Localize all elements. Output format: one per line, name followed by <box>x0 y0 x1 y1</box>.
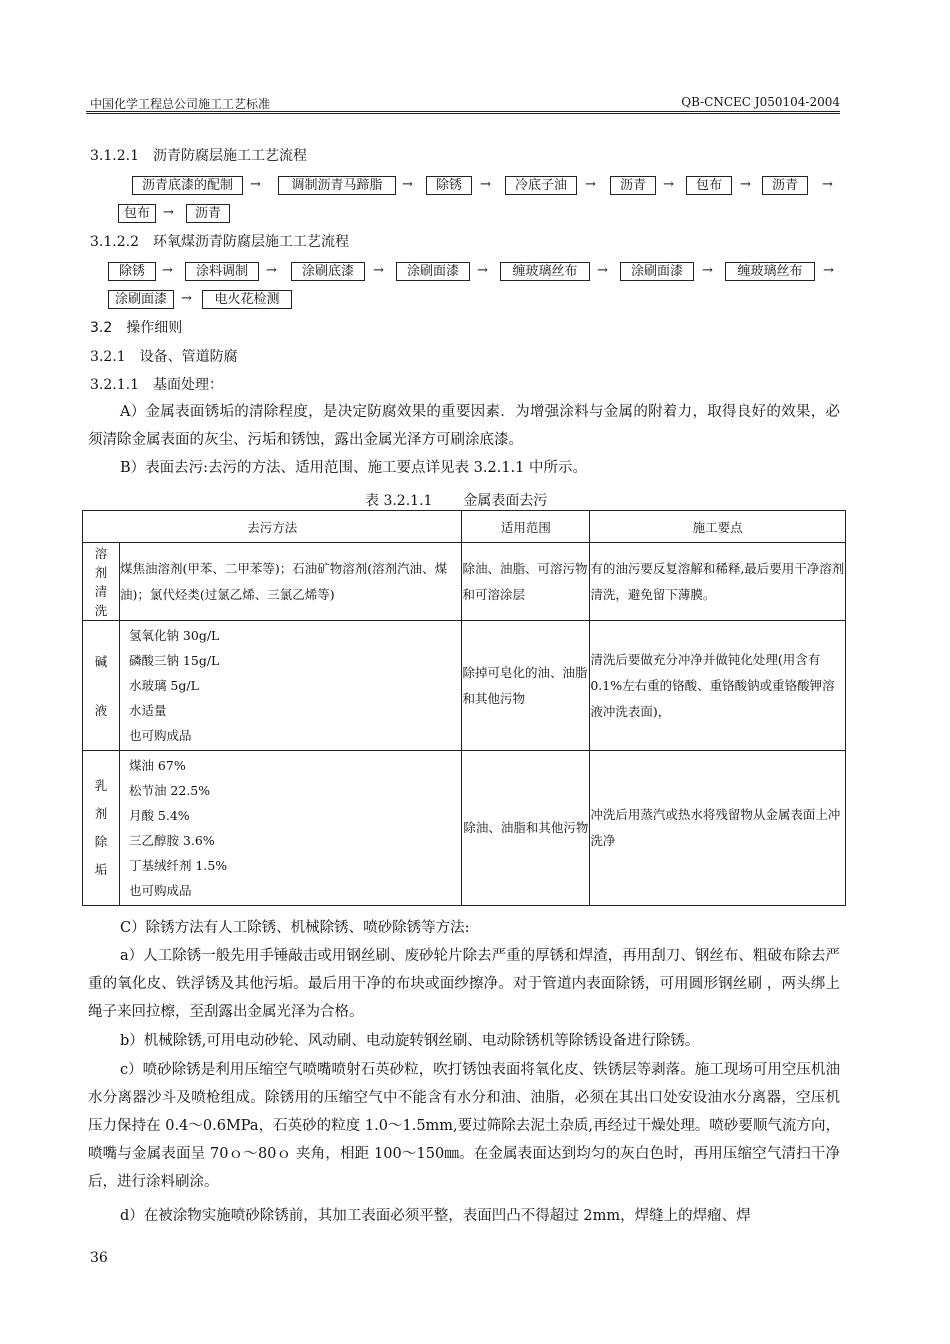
flow-arrow: → <box>402 177 413 192</box>
method-line: 月酸 5.4% <box>128 808 190 823</box>
degreasing-table <box>82 510 846 906</box>
row-scope: 除油、油脂、可溶污物和可溶涂层 <box>462 543 590 621</box>
method-line: 三乙醇胺 3.6% <box>128 833 215 848</box>
section-32-title: 3.2 操作细则 <box>90 320 183 336</box>
paragraph-d <box>88 1202 840 1230</box>
paragraph-d-text: d）在被涂物实施喷砂除锈前，其加工表面必须平整，表面凹凸不得超过 2mm，焊缝上的焊瘤、焊 <box>120 1208 751 1224</box>
section-3122-title: 3.1.2.2 环氧煤沥青防腐层施工工艺流程 <box>90 234 349 250</box>
table-header-cell: 去污方法 <box>83 511 462 543</box>
paragraph-b <box>88 1027 840 1055</box>
category-char: 液 <box>94 702 108 718</box>
row-category <box>83 751 120 906</box>
paragraph-c <box>88 1056 840 1196</box>
paragraph-a-text: a）人工除锈一般先用手锤敲击或用钢丝刷、废砂轮片除去严重的厚锈和焊渣，再用刮刀、钢丝布、粗破布除去严重的氧化皮、铁浮锈及其他污垢。最后用干净的布块或面纱擦净。对于管道内表面除锈，可用圆形钢丝刷 ，两头绑上绳子来回拉檫，至刮露出金属光泽为合格。 <box>88 948 840 1020</box>
section-3211-title: 3.2.1.1 基面处理： <box>90 377 223 393</box>
table-row <box>83 621 846 751</box>
flow-step: 包布 <box>118 204 156 223</box>
table-row <box>83 543 846 621</box>
flow-step: 除锈 <box>108 262 156 281</box>
table-caption <box>365 490 547 510</box>
paragraph-a <box>88 942 840 1026</box>
flow-step: 包布 <box>686 176 732 195</box>
flow-arrow: → <box>250 177 261 192</box>
category-char: 清 <box>94 583 108 599</box>
flow-step: 冷底子油 <box>505 176 577 195</box>
category-char: 洗 <box>94 602 108 618</box>
flow-arrow: → <box>163 205 174 220</box>
method-line: 松节油 22.5% <box>128 783 211 798</box>
header-right: QB-CNCEC J050104-2004 <box>681 95 840 109</box>
flow-step: 涂刷面漆 <box>620 262 694 281</box>
flow-step: 沥青底漆的配制 <box>132 176 243 195</box>
row-points: 冲洗后用蒸汽或热水将残留物从金属表面上冲洗净 <box>590 751 846 906</box>
category-char: 乳 <box>94 778 108 793</box>
table-header-cell: 施工要点 <box>590 511 846 543</box>
table-header-row <box>83 511 846 543</box>
flow-arrow: → <box>181 291 192 306</box>
section-3121-title: 3.1.2.1 沥青防腐层施工工艺流程 <box>90 148 307 164</box>
row-scope: 除油、油脂和其他污物 <box>462 751 590 906</box>
method-line: 也可购成品 <box>128 728 192 743</box>
category-char: 剂 <box>94 806 108 821</box>
flow-arrow: → <box>663 177 674 192</box>
table-caption-number: 表 3.2.1.1 <box>365 493 433 509</box>
flow-step: 涂刷面漆 <box>108 290 174 309</box>
flow-arrow: → <box>266 263 277 278</box>
category-char: 垢 <box>94 862 108 877</box>
method-line: 氢氧化钠 30g/L <box>128 628 220 643</box>
paragraph-A-text: A）金属表面锈垢的清除程度，是决定防腐效果的重要因素．为增强涂料与金属的附着力，取得良好的效果，必须清除金属表面的灰尘、污垢和锈蚀，露出金属光泽方可刷涂底漆。 <box>88 404 840 448</box>
paragraph-C <box>88 914 840 942</box>
row-category <box>83 621 120 751</box>
flow-step: 沥青 <box>610 176 656 195</box>
row-category <box>83 543 120 621</box>
paragraph-B <box>88 454 840 482</box>
flow-step: 除锈 <box>426 176 472 195</box>
page-number: 36 <box>90 1250 108 1266</box>
method-line: 丁基绒纤剂 1.5% <box>128 858 228 873</box>
header-rule <box>86 111 840 112</box>
method-line: 磷酸三钠 15g/L <box>128 653 220 668</box>
flow-step: 缠玻璃丝布 <box>500 262 590 281</box>
row-method: 煤焦油溶剂(甲苯、二甲苯等)；石油矿物溶剂(溶剂汽油、煤油)；氯代烃类(过氯乙烯、三氯乙烯等) <box>119 543 462 621</box>
flow-arrow: → <box>480 177 491 192</box>
method-line: 煤油 67% <box>128 758 186 773</box>
flow-step: 沥青 <box>186 204 230 223</box>
flow-step: 涂刷底漆 <box>291 262 365 281</box>
category-char: 除 <box>94 834 108 849</box>
method-line: 水玻璃 5g/L <box>128 678 199 693</box>
flow-step: 涂料调制 <box>185 262 259 281</box>
method-line: 水适量 <box>128 703 167 718</box>
table-row <box>83 751 846 906</box>
flow-step: 调制沥青马蹄脂 <box>278 176 396 195</box>
table-caption-title: 金属表面去污 <box>463 493 548 509</box>
paragraph-c-text: c）喷砂除锈是利用压缩空气喷嘴喷射石英砂粒，吹打锈蚀表面将氧化皮、铁锈层等剥落。施工现场可用空压机油水分离器沙斗及喷枪组成。除锈用的压缩空气中不能含有水分和油、油脂，必须在其出口处安设油水分离器，空压机压力保持在 0.4～0.6MPa，石英砂的粒度 1.0～1.5mm,要过筛除去泥土杂质,再经过干燥处理。喷砂要顺气流方向，喷嘴与金属表面呈 70ｏ～80ｏ 夹角，相距 100～150㎜。在金属表面达到均匀的灰白色时，再用压缩空气清扫干净后，进行涂料刷涂。 <box>88 1062 840 1190</box>
paragraph-B-text: B）表面去污:去污的方法、适用范围、施工要点详见表 3.2.1.1 中所示。 <box>120 460 587 476</box>
flow-step: 沥青 <box>762 176 808 195</box>
flow-arrow: → <box>477 263 488 278</box>
section-321-title: 3.2.1 设备、管道防腐 <box>90 349 238 365</box>
flow-step: 涂刷面漆 <box>396 262 470 281</box>
flow-arrow: → <box>740 177 751 192</box>
category-char: 碱 <box>94 653 108 669</box>
flow-arrow: → <box>373 263 384 278</box>
row-points: 清洗后要做充分冲净并做钝化处理(用含有 0.1%左右重的铬酸、重铬酸钠或重铬酸钾溶液冲洗表面)， <box>590 621 846 751</box>
row-method <box>119 621 462 751</box>
paragraph-b-text: b）机械除锈,可用电动砂轮、风动刷、电动旋转钢丝刷、电动除锈机等除锈设备进行除锈。 <box>120 1033 700 1049</box>
category-char: 剂 <box>94 564 108 580</box>
flow-arrow: → <box>822 177 833 192</box>
header-rule-2 <box>86 113 840 114</box>
paragraph-C-text: C）除锈方法有人工除锈、机械除锈、喷砂除锈等方法: <box>120 920 470 936</box>
header-left: 中国化学工程总公司施工工艺标准 <box>90 97 271 111</box>
flow-step: 电火花检测 <box>202 290 292 309</box>
method-line: 也可购成品 <box>128 883 192 898</box>
flow-arrow: → <box>162 263 173 278</box>
paragraph-A <box>88 398 840 454</box>
flow-step: 缠玻璃丝布 <box>725 262 815 281</box>
row-points: 有的油污要反复溶解和稀释,最后要用干净溶剂清洗，避免留下薄膜。 <box>590 543 846 621</box>
flow-arrow: → <box>702 263 713 278</box>
flow-arrow: → <box>585 177 596 192</box>
row-method <box>119 751 462 906</box>
row-scope: 除掉可皂化的油、油脂和其他污物 <box>462 621 590 751</box>
flow-arrow: → <box>823 263 834 278</box>
category-char: 溶 <box>94 545 108 561</box>
flow-arrow: → <box>597 263 608 278</box>
table-header-cell: 适用范围 <box>462 511 590 543</box>
